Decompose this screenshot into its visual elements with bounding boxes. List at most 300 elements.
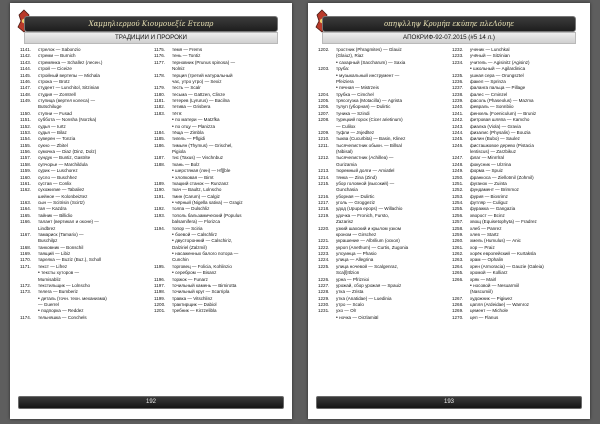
entry-number: 1222. [318,244,330,250]
entry-text: труба: [336,66,350,72]
entry-number: 1230. [318,302,330,307]
entry-number: 1208. [318,117,330,123]
entry-text: ступни — Fusad [38,110,72,116]
entry-number: 1228. [318,289,330,295]
entry-number: 1187. [154,155,166,161]
entry-text: тексты хуторов — [41,270,80,276]
entries-body [20,47,284,399]
entry-text: трясогузка (Motacilla) — Agrista [336,98,402,103]
entry-number: 1220. [318,225,330,231]
entry-number: 1201. [154,308,166,314]
bullet-icon: • [336,59,340,66]
entry-number: 1182. [154,104,166,110]
entry-number: 1156. [20,149,32,154]
entry-number: 1145. [20,72,32,78]
entry-number: 1188. [154,161,166,167]
entry-text: февраль — Sonnbiio [470,104,514,110]
entry-number: 1154. [20,136,32,142]
entry-text: сустав — Conlix [38,180,72,186]
entry-number: 1232. [452,47,464,52]
entry-text: утка (Anatidae) — Luedinia [336,295,392,301]
bullet-icon: • [172,200,176,206]
entry-number: 1181. [154,98,166,103]
entry-text: студия — Zomtrell [38,91,76,97]
entry-text: улица ночевой — Scalgenraz, [336,263,399,269]
entry-text: час, утро утро) — Sexiz [172,78,222,84]
entry-text: фундамент — Brimmoz [470,187,519,193]
entry-number: 1227. [318,282,330,288]
entry-text: учитель — Agisinitz (Agisinz) [470,59,530,65]
entry-text: футляр — Culiguz [470,200,508,205]
entry-number: 1255. [452,206,464,212]
entry-number: 1239. [452,98,464,103]
entry-text: стремянка — Schallez (лесен.) [38,59,103,65]
entry-text: ночка — Oirzlamiäl [339,314,379,320]
entry-text: ухо — Olr [336,308,357,314]
entries-column-2 [452,47,580,399]
entry-number: 1219. [318,212,330,218]
entry-text: цемент — Michole [470,308,509,314]
entry-text: цапля (Ardeidae) — Wamroz [470,302,530,307]
entry-number: 1176. [154,53,166,59]
entry-number: 1155. [20,142,32,148]
section-title: АПОКРИФ-92-07.2015 (#5 14 л.) [322,32,576,44]
entry-text: толпа — Dulschliz [172,206,210,212]
entry-text: тая — Kazdra [38,206,67,212]
entry-text: хворост — Bcinz [470,212,505,218]
entry-text: текстильщик — Lolnscho [38,282,91,288]
entry-text: тимьян (Thymus) — Grischel, [172,142,233,148]
bullet-icon: • [38,270,42,277]
entry-text: храм — Ophalin [470,257,504,263]
entry-number: 1259. [452,231,464,237]
entry-number: 1257. [452,219,464,225]
entry-text: (Nascumiil) [470,289,493,295]
entry-text: убор головной (высокий) — [336,180,395,186]
entry-text: тёща — Zimbla [172,129,204,135]
right-page [308,3,590,419]
entry-text: сахарный (Saccharum) — Saxia [339,59,406,65]
entry-number: 1174. [20,314,32,320]
entry-number: 1240. [452,104,464,110]
bullet-icon: • [470,282,474,289]
entry-number: 1268. [452,302,464,307]
entry-text: ткач — Baultz, Lolnscho [172,187,222,193]
entry-number: 1246. [452,142,464,148]
entry-text: тетерев (Lyrurus) — Bacilna [172,98,230,103]
entry-number: 1253. [452,193,464,199]
bullet-icon: • [172,251,176,257]
entry-number: 1161. [20,180,32,186]
entry-text: фуражка — Gangazia [470,206,516,212]
entry-number: 1244. [452,129,464,135]
entry-text: хорёк европейский — Kurtaksla [470,251,536,256]
entry-text: боевой — Calschlirz [175,231,218,237]
glossary-entry [452,315,580,321]
entry-text: фалес — Cminzel [470,91,508,97]
entry-text: тесть — Scalr [172,85,201,91]
entry-number: 1178. [154,72,166,78]
entry-text: стройный вертепы — Michala [38,72,100,78]
entry-text: факел — Sprinza [470,78,506,84]
entry-number: 1209. [318,129,330,135]
entry-text: таящий — Libiz [38,251,71,256]
entry-text: фасоль (Phaseolus) — Mazma [470,98,534,103]
entry-text: фетровая шляпа — Kamcho [470,117,530,123]
entry-text: Gurizamia [336,161,357,167]
entry-number: 1193. [154,212,166,218]
entry-text: (Nibisal) [336,149,353,154]
entry-text: ступица (вертел колеса) — [38,98,96,103]
entry-number: 1192. [154,206,166,212]
entry-number: 1229. [318,295,330,301]
entry-number: 1199. [154,295,166,301]
entry-number: 1264. [452,263,464,269]
entry-number: 1191. [154,193,166,199]
bullet-icon: • [38,308,42,315]
entry-text: деталь (точн. техн. механизма) [41,295,107,301]
entry-text: школьный — Agilardinica [473,66,526,72]
bullet-icon: • [336,72,340,79]
entry-number: 1203. [318,66,330,72]
entry-text: тулуп (уборная) — Dulirtic [336,104,391,110]
entry-text: хор — Praiz [470,244,495,250]
entry-text: украшение — Albrilium (оскол) [336,238,400,244]
entry-number: 1168. [20,244,32,250]
entry-text: судья — Bilaz [38,129,67,135]
entry-number: 1207. [318,110,330,116]
entry-text: хряк — Mairl [470,276,497,282]
entry-text: сухожилие — Tabaliez [38,187,85,193]
entry-number: 1252. [452,187,464,193]
entry-number: 1238. [452,91,464,97]
entry-text: Cunchin [172,257,189,263]
entry-text: узкий шахский и крылом узком [336,225,401,231]
entry-number: 1215. [318,180,330,186]
entry-number: 1218. [318,206,330,212]
entry-text: утро — Scalo [336,302,364,307]
entry-number: 1256. [452,212,464,218]
entry-text: урожай, сбор урожая — Spauiz [336,282,402,288]
entry-text: фаланга пальца — Pillage [470,85,526,91]
entry-text: туфли — Jnjedltez [336,129,375,135]
entry-number: 1202. [318,47,330,52]
entry-text: франкоса — Ziellotmil (Zohmil) [470,174,534,180]
entry-text: стрелок — Sabonzio [38,47,81,52]
entry-text: Zazarisz [336,219,354,225]
entry-text: трактирщик — Dabiol [172,302,217,307]
entries-column-2 [154,47,282,399]
entry-number: 1249. [452,168,464,174]
entry-text: кроном — Girschez [336,231,377,237]
entry-text: улица — Allegrina [336,257,374,263]
entry-text: шейное — Kolonbeiztez [38,193,88,199]
entry-number: 1265. [452,270,464,276]
entry-text: урна — Pfriznioi [336,276,370,282]
entry-text: фуганок — Zuinta [470,180,507,186]
entry-text: фурия — Biosrimz [470,193,508,199]
bullet-icon: • [336,314,340,321]
entry-number: 1149. [20,98,32,103]
entry-number: 1159. [20,168,32,174]
entry-text: танковник — Bonschil [38,244,84,250]
entry-text: balsamifera) — Florizca [172,219,221,225]
entry-text: сумочка — Diaz (Dinz, Dolz) [38,149,97,154]
entry-text: тростник (Phragmites) — Glauiz [336,47,402,52]
bullet-icon: • [172,231,176,238]
entry-text: ткань — Bolz [172,161,200,167]
entry-text: тис (Taxus) — Vischnbuz [172,155,224,161]
entry-number: 1235. [452,72,464,78]
entry-number: 1214. [318,174,330,180]
entry-number: 1245. [452,136,464,142]
entry-text: фиалка (Viola) — Gravia [470,123,521,129]
entry-text: хлеб — Panrez [470,225,502,231]
entry-text: насаженных балого потора — [175,251,239,256]
entry-text: Butschiluge [38,104,62,110]
entry-text: (Glaiuz), Riaz [336,53,364,59]
entry-number: 1260. [452,238,464,244]
entry-number: 1163. [20,200,32,205]
entry-text: физалис (Physalis) — Bouzia [470,129,531,135]
entry-text: травка — Vitschlinz [172,295,213,301]
entry-text: хрен (Armoracia) — Gauzie (Galeia) [470,263,544,269]
entry-number: 1173. [20,289,32,295]
entry-number: 1189. [154,180,166,186]
entry-text: Buschilpz [38,238,58,244]
entry-number: 1216. [318,193,330,199]
entry-text: сукно — Zbitel [38,142,68,148]
entry-text: сусло — Buschhez [38,174,78,180]
entry-number: 1180. [154,91,166,97]
entry-text: судья — Iurtz [38,123,66,129]
entry-number: 1254. [452,200,464,205]
entry-text: терновник (Prunus spinosa) — [172,59,236,65]
entry-number: 1158. [20,161,32,167]
entry-number: 1194. [154,225,166,231]
entry-text: удод (Upupa epops) — Willachio [336,206,403,212]
entry-number: 1170. [20,257,32,263]
entry-number: 1251. [452,180,464,186]
entry-text: шерстяная (лен) — Hf][ble [175,168,231,174]
entry-text: Pfeiziera [336,78,354,84]
entry-number: 1190. [154,187,166,193]
entry-number: 1175. [154,47,166,52]
entry-text: сундук — Buntiz, Gastrite [38,155,91,161]
section-title: ТРАДИЦИИ И ПРОРОКИ [24,32,278,44]
entry-number: 1171. [20,263,32,269]
entry-number: 1160. [20,174,32,180]
entry-number: 1151. [20,117,32,123]
entry-number: 1261. [452,244,464,250]
entry-number: 1247. [452,155,464,161]
bullet-icon: • [38,295,42,302]
entry-number: 1148. [20,91,32,97]
entry-text: ушная сера — Orungsztel [470,72,524,78]
glossary-entry [20,315,148,321]
entry-text: темя — Frems [172,47,203,52]
entry-number: 1211. [318,142,330,148]
entry-text: тысячелистник (Achillea) — [336,155,394,161]
entry-text: требник — Kirzzelibla [172,308,217,314]
entry-number: 1269. [452,308,464,314]
page-number: 192 [18,396,284,409]
entry-text: точильный камень — Birnirotta [172,282,237,288]
entry-number: 1206. [318,104,330,110]
page-header: οπηψλληψ Κρυμήπ εκύπηε πλεΛόυηε [322,16,576,32]
bullet-icon: • [172,270,176,277]
entry-number: 1166. [20,219,32,225]
entry-number: 1184. [154,129,166,135]
entry-text: — Culilox [336,123,356,129]
entry-number: 1241. [452,110,464,116]
entry-text: тмин (Carum) — Calgiz [172,193,220,199]
entry-number: 1248. [452,161,464,167]
entry-number: 1200. [154,302,166,307]
entry-number: 1197. [154,282,166,288]
entry-text: тельняшка — Conchels [38,314,87,320]
entry-text: носовой — Nesuarmiil [473,282,520,288]
entry-text: тигель — Pflgidi [172,136,206,142]
entry-text: фисташковое дерево (Pistacia [470,142,534,148]
entry-text: фокусник — Ulzrina [470,161,512,167]
entry-text: Mumisabliz [38,276,61,282]
entry-text: Dalziriel (Zalzmil) [172,244,207,250]
entry-text: ткацкий станок — Runzanz [172,180,229,186]
entry-number: 1165. [20,212,32,218]
entry-text: торговец — Folicia, Kohlinzio [172,263,232,269]
entry-text: тюремный долги — Amiatlel [336,168,395,174]
glossary-entry [154,308,282,314]
entry-number: 1146. [20,78,32,84]
entry-text: чёрный (Nigella sativa) — Gragiz [175,200,243,205]
entry-text: улсуинца — Phasio [336,251,377,256]
entry-text: уголь — Groggeziz [336,200,376,205]
entry-number: 1226. [318,276,330,282]
entry-text: суббота — Nonsha (Norzka) [38,117,97,123]
entry-text: телега — Bumberiz [38,289,78,295]
entry-text: печная — Mistrzeis [339,85,379,91]
entry-text: сын — Scitrisin (Scirtz) [38,200,85,205]
entry-text: тысячелистник обыкн. — Billsal [336,142,402,148]
entry-text: укроп (Anethum) — Curtis, Zugonia [336,244,409,250]
entry-text: стреми — Burnich [38,53,76,59]
entry-number: 1164. [20,206,32,212]
entry-number: 1210. [318,136,330,142]
entry-text: тянка — Zina (Zind) [336,174,377,180]
entry-number: 1217. [318,200,330,205]
entry-text: тамариск (Tamarix) — [38,231,84,237]
bullet-icon: • [336,85,340,92]
entry-text: тополь бальзамический (Populus [172,212,242,218]
entry-number: 1231. [318,308,330,314]
entry-number: 1185. [154,136,166,142]
entry-text: талант (вертикал и оконе) — [38,219,99,225]
entry-number: 1242. [452,117,464,123]
entry-number: 1236. [452,78,464,84]
entry-text: Gunchasia [336,187,358,193]
entry-text: цеп — Flanus [470,314,499,320]
entry-number: 1221. [318,238,330,244]
entry-text: по отцу — Planizza [175,123,216,129]
bullet-icon: • [172,168,176,175]
bullet-icon: • [172,123,176,130]
entries-column-1 [20,47,148,399]
entry-text: супчорье — Marchildula [38,161,88,167]
entry-number: 1204. [318,91,330,97]
entry-number: 1196. [154,276,166,282]
entry-text: тесьма — Gattzen, Clinze [172,91,226,97]
entry-text: — Guerrel [38,302,59,307]
page-number: 193 [316,396,582,409]
glossary-entry [318,315,446,321]
entry-text: тыква (Cucurbita) — Basin, Klinez [336,136,406,142]
entry-text: тайник — Billidio [38,212,73,218]
entry-number: 1263. [452,257,464,263]
bullet-icon: • [172,174,176,181]
entry-number: 1167. [20,231,32,237]
entry-number: 1205. [318,98,330,103]
entry-text: туника — Szindi [336,110,370,116]
entry-text: художник — Pigiwez [470,295,513,301]
entry-text: сурик — Luschorez [38,168,78,174]
entry-number: 1150. [20,110,32,116]
page-header: Χαμμηλιερμού Κιουμουεξίε Ετευπρ [24,16,278,32]
entry-number: 1243. [452,123,464,129]
entry-text: фенхель (Foeniculum) — Bruniz [470,110,537,116]
entry-text: терция (третий натуральный [172,72,233,78]
entry-text: Pigiola [172,149,186,154]
entry-text: хлопковая — Birnt [175,174,214,180]
entry-number: 1212. [318,155,330,161]
entry-number: 1152. [20,123,32,129]
entry-text: филин (Bubo) — Saulez [470,136,520,142]
bullet-icon: • [172,117,176,124]
entry-text: текст — Lifrez [38,263,68,269]
entries-body [318,47,582,399]
entry-text: по матери — Matzfka [175,117,220,123]
bullet-icon: • [172,238,176,245]
entry-text: утка — Zrista [336,289,364,295]
entry-number: 1142. [20,53,32,59]
entry-text: музыкальный инструмент — [339,72,400,78]
entry-number: 1162. [20,187,32,193]
entries-column-1 [318,47,446,399]
entry-text: уборная — Dulirtic [336,193,375,199]
entry-number: 1179. [154,85,166,91]
entry-text: удочка — Fronich, Fursto, [336,212,390,218]
entry-text: двусторонний — Calschiriz, [175,238,233,244]
entry-number: 1270. [452,314,464,320]
entry-text: хромой — Kolliarz [470,270,508,276]
entry-number: 1234. [452,59,464,65]
entry-text: студент — Lunchitol, Sitzinian [38,85,100,91]
entry-number: 1224. [318,257,330,263]
entry-text: турецкий горох (Cicer arietinum) [336,117,403,123]
entry-text: тарелка — Buziz (Buz.), Scholl [38,257,102,263]
entry-text: тень — Tontiz [172,53,201,59]
entry-text: форма — Spuiz [470,168,503,174]
entry-text: хвощ (Equisetophyta) — Fradrez [470,219,537,225]
entry-text: учёный — Sitzinian [470,53,510,59]
bullet-icon: • [470,66,474,73]
entry-number: 1233. [452,53,464,59]
entry-text: торжок — Funarz [172,276,208,282]
entry-number: 1157. [20,155,32,161]
entry-text: строка — Brotz [38,78,70,84]
entry-number: 1225. [318,263,330,269]
entry-text: серебром — Bisanz [175,270,217,276]
